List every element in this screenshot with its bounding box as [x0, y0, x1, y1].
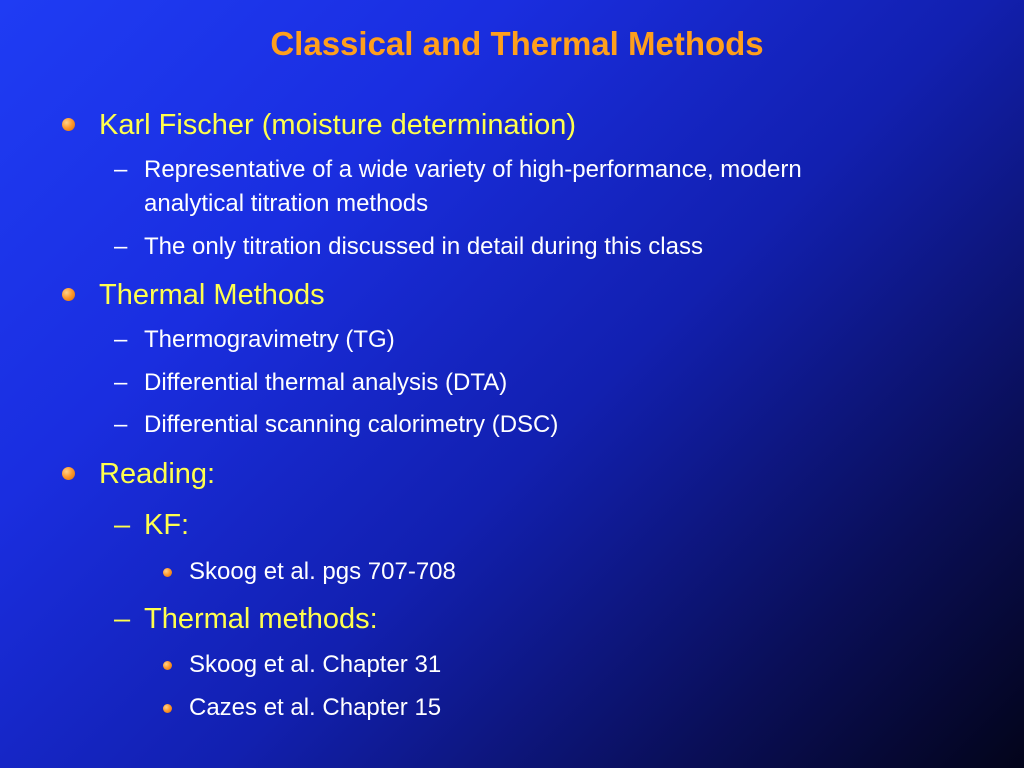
orange-bullet-icon: [62, 467, 75, 480]
sub-bullet-label: Differential scanning calorimetry (DSC): [144, 411, 559, 438]
sub-bullet-label: Thermogravimetry (TG): [144, 326, 395, 353]
slide-title: Classical and Thermal Methods: [270, 25, 764, 62]
reference-label: Skoog et al. pgs 707-708: [189, 558, 456, 585]
orange-bullet-icon: [163, 661, 172, 670]
sub-bullet-label-continued: analytical titration methods: [144, 190, 429, 217]
orange-bullet-icon: [163, 568, 172, 577]
sub-bullet-label: The only titration discussed in detail during this class: [144, 233, 703, 260]
dash-marker: –: [114, 326, 128, 353]
dash-marker: –: [114, 369, 128, 396]
dash-marker: –: [114, 509, 131, 541]
orange-bullet-icon: [62, 118, 75, 131]
orange-bullet-icon: [62, 288, 75, 301]
bullet-label: Reading:: [99, 458, 216, 490]
orange-bullet-icon: [163, 704, 172, 713]
sub-bullet-label: Representative of a wide variety of high-performance, modern: [144, 156, 802, 183]
reference-label: Cazes et al. Chapter 15: [189, 694, 442, 721]
dash-marker: –: [114, 411, 128, 438]
sub-bullet-label: Differential thermal analysis (DTA): [144, 369, 508, 396]
bullet-label: Thermal Methods: [99, 279, 325, 311]
sub-bullet-label: KF:: [144, 509, 190, 541]
dash-marker: –: [114, 603, 131, 635]
dash-marker: –: [114, 156, 128, 183]
sub-bullet-label: Thermal methods:: [144, 603, 378, 635]
dash-marker: –: [114, 233, 128, 260]
reference-label: Skoog et al. Chapter 31: [189, 651, 442, 678]
bullet-label: Karl Fischer (moisture determination): [99, 109, 577, 141]
